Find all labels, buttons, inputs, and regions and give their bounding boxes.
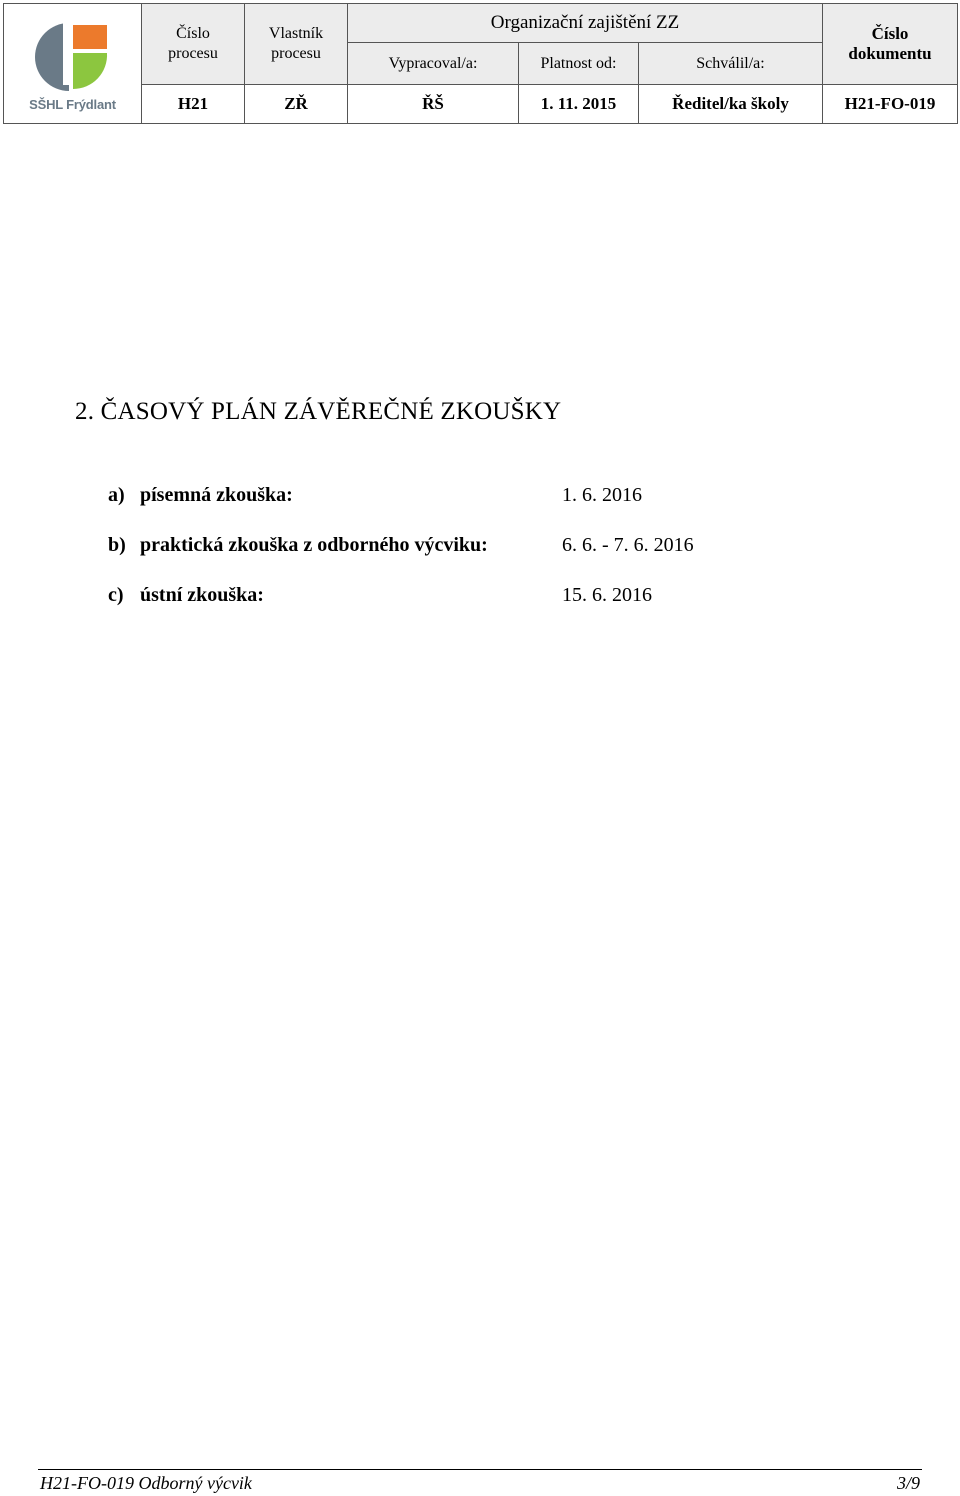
schedule-item-practical <box>108 534 488 557</box>
item-label: písemná zkouška: <box>140 484 293 506</box>
item-label: praktická zkouška z odborného výcviku: <box>140 534 488 556</box>
footer-divider <box>38 1469 922 1470</box>
approved-by-label-cell <box>638 42 822 84</box>
item-marker: b) <box>108 534 126 556</box>
process-number-label-cell <box>141 4 244 84</box>
item-label: ústní zkouška: <box>140 584 264 606</box>
document-number-value-cell <box>822 84 957 123</box>
school-logo <box>4 4 141 123</box>
footer-document-name: H21-FO-019 Odborný výcvik <box>40 1473 252 1493</box>
process-owner-label: Vlastník procesu <box>268 25 324 62</box>
document-number-label-cell <box>822 4 957 84</box>
document-title: Organizační zajištění ZZ <box>490 12 680 33</box>
process-number-value-cell <box>141 84 244 123</box>
approved-by-value-cell <box>638 84 822 123</box>
document-header-table <box>3 3 958 124</box>
prepared-by-value-cell <box>347 84 518 123</box>
valid-from-label-cell <box>518 42 638 84</box>
schedule-item-oral <box>108 584 264 607</box>
valid-from-label: Platnost od: <box>540 54 617 72</box>
logo-emblem-icon <box>33 15 113 95</box>
logo-text: SŠHL Frýdlant <box>29 97 116 112</box>
process-number-label: Číslo procesu <box>168 25 218 62</box>
process-owner-value-cell <box>244 84 347 123</box>
section-heading: 2. ČASOVÝ PLÁN ZÁVĚREČNÉ ZKOUŠKY <box>75 398 562 425</box>
process-owner-label-cell <box>244 4 347 84</box>
prepared-by-label: Vypracoval/a: <box>388 54 478 72</box>
schedule-date-oral: 15. 6. 2016 <box>562 584 652 606</box>
item-marker: c) <box>108 584 124 606</box>
schedule-date-written: 1. 6. 2016 <box>562 484 642 506</box>
approved-by-value: Ředitel/ka školy <box>672 94 789 113</box>
schedule-item-written <box>108 484 293 507</box>
prepared-by-value: ŘŠ <box>422 94 444 113</box>
document-number-label: Číslo dokumentu <box>848 24 932 63</box>
document-number-value: H21-FO-019 <box>844 94 936 113</box>
prepared-by-label-cell <box>347 42 518 84</box>
valid-from-value: 1. 11. 2015 <box>540 94 617 113</box>
schedule-date-practical: 6. 6. - 7. 6. 2016 <box>562 534 694 556</box>
valid-from-value-cell <box>518 84 638 123</box>
approved-by-label: Schválil/a: <box>696 54 765 72</box>
footer-page-number: 3/9 <box>896 1473 920 1493</box>
document-title-cell <box>347 4 822 42</box>
item-marker: a) <box>108 484 125 506</box>
process-owner-value: ZŘ <box>284 94 308 113</box>
process-number-value: H21 <box>177 94 209 113</box>
